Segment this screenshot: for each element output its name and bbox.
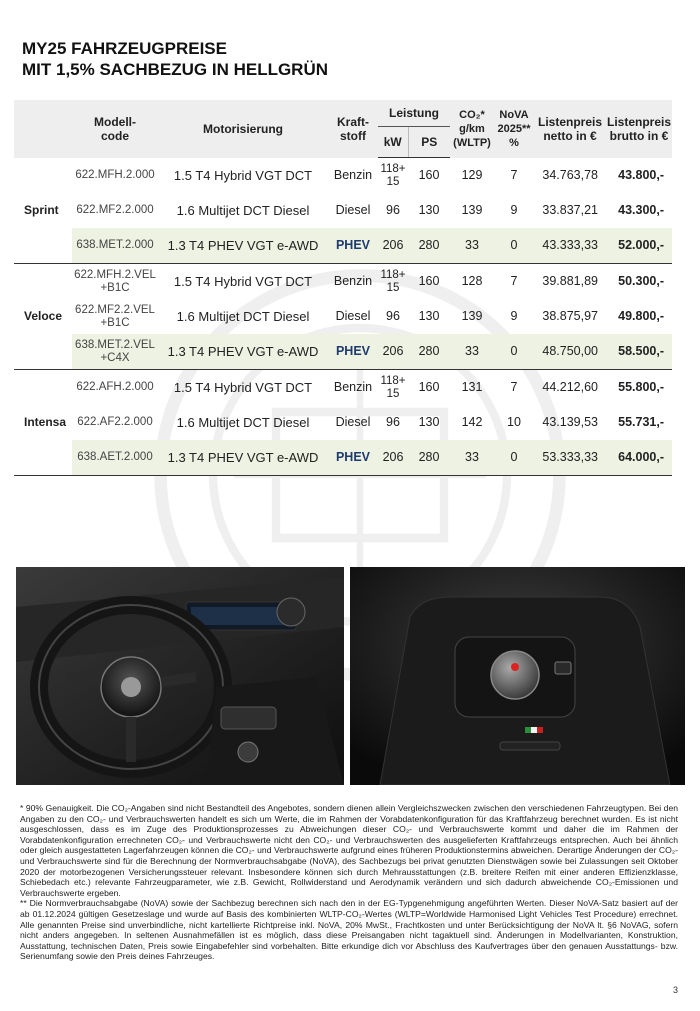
fuel-cell: PHEV xyxy=(328,440,378,476)
kw-cell: 96 xyxy=(386,203,400,217)
fuel-cell: Benzin xyxy=(333,167,373,182)
nova-cell: 0 xyxy=(494,440,534,476)
footnotes xyxy=(20,803,678,962)
ps-cell: 160 xyxy=(418,380,440,394)
gross-price-cell: 50.300,- xyxy=(618,274,664,288)
nova-cell: 7 xyxy=(510,167,518,182)
fuel-cell: Diesel xyxy=(335,309,371,323)
header-motor: Motorisierung xyxy=(203,121,283,136)
co2-cell: 128 xyxy=(461,274,483,288)
co2-cell: 139 xyxy=(461,203,483,217)
motor-cell: 1.5 T4 Hybrid VGT DCT xyxy=(173,167,313,183)
net-price-cell: 48.750,00 xyxy=(534,334,606,370)
co2-cell: 33 xyxy=(450,334,494,370)
gross-price-cell: 64.000,- xyxy=(606,440,672,476)
trim-label: Veloce xyxy=(14,264,72,370)
gross-price-cell: 58.500,- xyxy=(606,334,672,370)
footnote-co2: * 90% Genauigkeit. Die CO₂-Angaben sind nicht Bestandteil des Angebotes, sondern dienen allein Vergleichszwecken zwischen den verschiedenen Fahrzeugtypen. Bei den Angaben zu den CO₂- und Verbrauchswerten handelt es sich um Werte, die im Rahmen der Vorabdatenkonfiguration für das Kraftfahrzeug berechnet wurden. Es ist nicht ausgeschlossen, dass es im Zuge des Produktionsprozesses zu Abweichungen dieser CO₂- und Verbrauchswerte kommt und daher die im Rahmen der Vorabdatenkonfiguration errechneten CO₂- und Verbrauchswerte nicht den CO₂- und Verbrauchswerten des ausgelieferten Kraftfahrzeugs entsprechen. Auch bei ähnlich oder gleich ausgestatteten Lagerfahrzeugen können die CO₂- und Verbrauchswerte aufgrund eines früheren Produktionstermins abweichen. Derartige Änderungen der CO₂- und Verbrauchswerte sind für die Berechnung der Normverbrauchsabgabe (NoVA), des Sachbezugs bei privat genutzten Dienstwägen sowie bei Zulassungen seit Oktober 2020 der motorbezogenen Versicherungssteuer relevant. Insbesondere können sich durch Mehrausstattungen (z.B. breitere Reifen mit einer anderen Effizienzklasse, Schiebedach etc.) relevante Fahrzeugparameter, wie z.B. Gewicht, Rollwiderstand und Aerodynamik verändern und sich dadurch abweichende CO₂-Emissionen und Verbrauchswerte ergeben. xyxy=(20,803,678,898)
header-nova: NoVA 2025** % xyxy=(497,108,531,149)
model-code-cell: 638.MET.2.000 xyxy=(72,228,158,264)
ps-cell: 130 xyxy=(418,203,440,217)
net-price-cell: 43.333,33 xyxy=(534,228,606,264)
co2-cell: 129 xyxy=(461,167,483,182)
header-gross-price: Listenpreis brutto in € xyxy=(606,114,672,143)
fuel-cell: Benzin xyxy=(333,380,373,394)
nova-cell: 7 xyxy=(510,274,518,288)
interior-console-photo xyxy=(350,567,685,785)
nova-cell: 9 xyxy=(510,203,518,217)
motor-cell: 1.3 T4 PHEV VGT e-AWD xyxy=(158,228,328,264)
co2-cell: 142 xyxy=(461,415,483,429)
ps-cell: 160 xyxy=(418,168,440,182)
table-row xyxy=(14,158,672,194)
motor-cell: 1.3 T4 PHEV VGT e-AWD xyxy=(158,440,328,476)
kw-cell: 96 xyxy=(386,415,400,429)
model-code-cell: 622.MFH.2.VEL +B1C xyxy=(74,268,156,294)
price-table-body xyxy=(14,158,672,476)
page-number: 3 xyxy=(672,985,678,995)
model-code-cell: 622.AF2.2.000 xyxy=(77,416,153,428)
page-title xyxy=(22,38,328,80)
fuel-cell: Benzin xyxy=(333,274,373,288)
model-code-cell: 638.AET.2.000 xyxy=(72,440,158,476)
header-fuel: Kraft- stoff xyxy=(337,114,369,143)
net-price-cell: 33.837,21 xyxy=(542,203,598,217)
interior-console-image xyxy=(350,567,685,785)
fuel-cell: PHEV xyxy=(328,334,378,370)
fuel-cell: PHEV xyxy=(328,228,378,264)
motor-cell: 1.3 T4 PHEV VGT e-AWD xyxy=(158,334,328,370)
co2-cell: 33 xyxy=(450,440,494,476)
table-row xyxy=(14,193,672,228)
nova-cell: 0 xyxy=(494,228,534,264)
header-co2: CO₂* g/km (WLTP) xyxy=(453,108,491,149)
gross-price-cell: 49.800,- xyxy=(618,309,664,323)
table-row xyxy=(14,440,672,476)
interior-dashboard-photo xyxy=(16,567,344,785)
header-power: Leistung xyxy=(378,100,450,127)
gross-price-cell: 43.300,- xyxy=(618,203,664,217)
model-code-cell: 622.MF2.2.VEL +B1C xyxy=(75,303,155,329)
trim-label: Intensa xyxy=(14,370,72,476)
ps-cell: 130 xyxy=(418,309,440,323)
model-code-cell: 622.MF2.2.000 xyxy=(76,204,154,216)
kw-cell: 118+ 15 xyxy=(380,268,406,294)
gross-price-cell: 55.800,- xyxy=(618,380,664,394)
trim-label: Sprint xyxy=(14,158,72,264)
ps-cell: 280 xyxy=(408,440,450,476)
table-row xyxy=(14,405,672,440)
model-code-cell: 622.MFH.2.000 xyxy=(75,168,155,181)
net-price-cell: 39.881,89 xyxy=(542,274,598,288)
model-code-cell: 638.MET.2.VEL +C4X xyxy=(72,334,158,370)
header-trim xyxy=(14,100,72,158)
ps-cell: 280 xyxy=(408,228,450,264)
nova-cell: 10 xyxy=(507,415,521,429)
motor-cell: 1.6 Multijet DCT Diesel xyxy=(176,415,310,430)
table-row xyxy=(14,334,672,370)
co2-cell: 131 xyxy=(461,380,483,394)
ps-cell: 130 xyxy=(418,415,440,429)
kw-cell: 96 xyxy=(386,309,400,323)
kw-cell: 206 xyxy=(378,334,408,370)
page-title-line1: MY25 FAHRZEUGPREISE xyxy=(22,39,227,58)
kw-cell: 206 xyxy=(378,440,408,476)
nova-cell: 9 xyxy=(510,309,518,323)
nova-cell: 0 xyxy=(494,334,534,370)
table-row xyxy=(14,264,672,300)
table-row xyxy=(14,228,672,264)
motor-cell: 1.6 Multijet DCT Diesel xyxy=(176,309,310,324)
fuel-cell: Diesel xyxy=(335,415,371,429)
table-row xyxy=(14,370,672,406)
footnote-nova: ** Die Normverbrauchsabgabe (NoVA) sowie der Sachbezug berechnen sich nach den in der EG-Typgenehmigung angeführten Werten. Dieser NoVA-Satz basiert auf der ab 01.12.2024 gültigen Gesetzeslage und wurde auf Basis des kombinierten WLTP-CO₂-Wertes (WLTP=Worldwide Harmonised Light Vehicles Test Procedure) errechnet. Alle genannten Preise sind unverbindliche, nicht kartellierte Richtpreise inkl. NoVA, 20% MwSt., Frachtkosten und unter Berücksichtigung der NoVA lt. §6 NoVAG, sofern nicht anders angegeben. In seltenen Ausnahmefällen ist es möglich, dass diese Preisangaben nicht tagaktuell sind. Änderungen in Modellvarianten, Konstruktion, Ausstattung, technischen Daten, Preis sowie Eingabefehler sind vorbehalten. Bitte erkundige dich vor Abschluss des Kaufvertrages über den genauen Ausstattungs- bzw. Serienumfang sowie den Preis deines Fahrzeuges. xyxy=(20,898,678,962)
motor-cell: 1.6 Multijet DCT Diesel xyxy=(176,203,310,218)
kw-cell: 118+ 15 xyxy=(380,374,406,400)
model-code-cell: 622.AFH.2.000 xyxy=(76,381,154,393)
page-title-line2: MIT 1,5% SACHBEZUG IN HELLGRÜN xyxy=(22,60,329,79)
kw-cell: 206 xyxy=(378,228,408,264)
net-price-cell: 44.212,60 xyxy=(542,380,598,394)
gross-price-cell: 43.800,- xyxy=(618,167,664,182)
co2-cell: 33 xyxy=(450,228,494,264)
motor-cell: 1.5 T4 Hybrid VGT DCT xyxy=(173,274,313,289)
net-price-cell: 53.333,33 xyxy=(534,440,606,476)
motor-cell: 1.5 T4 Hybrid VGT DCT xyxy=(173,380,313,395)
gross-price-cell: 55.731,- xyxy=(618,415,664,429)
ps-cell: 280 xyxy=(408,334,450,370)
header-model-code: Modell- code xyxy=(94,114,136,143)
fuel-cell: Diesel xyxy=(335,203,371,217)
header-kw: kW xyxy=(378,127,408,158)
header-net-price: Listenpreis netto in € xyxy=(537,114,603,143)
ps-cell: 160 xyxy=(418,274,440,288)
net-price-cell: 34.763,78 xyxy=(542,167,598,182)
net-price-cell: 38.875,97 xyxy=(542,309,598,323)
price-table xyxy=(14,100,672,476)
interior-dashboard-image xyxy=(16,567,344,785)
nova-cell: 7 xyxy=(510,380,518,394)
co2-cell: 139 xyxy=(461,309,483,323)
gross-price-cell: 52.000,- xyxy=(606,228,672,264)
header-ps: PS xyxy=(408,127,450,158)
net-price-cell: 43.139,53 xyxy=(542,415,598,429)
kw-cell: 118+ 15 xyxy=(380,162,406,188)
table-row xyxy=(14,299,672,334)
